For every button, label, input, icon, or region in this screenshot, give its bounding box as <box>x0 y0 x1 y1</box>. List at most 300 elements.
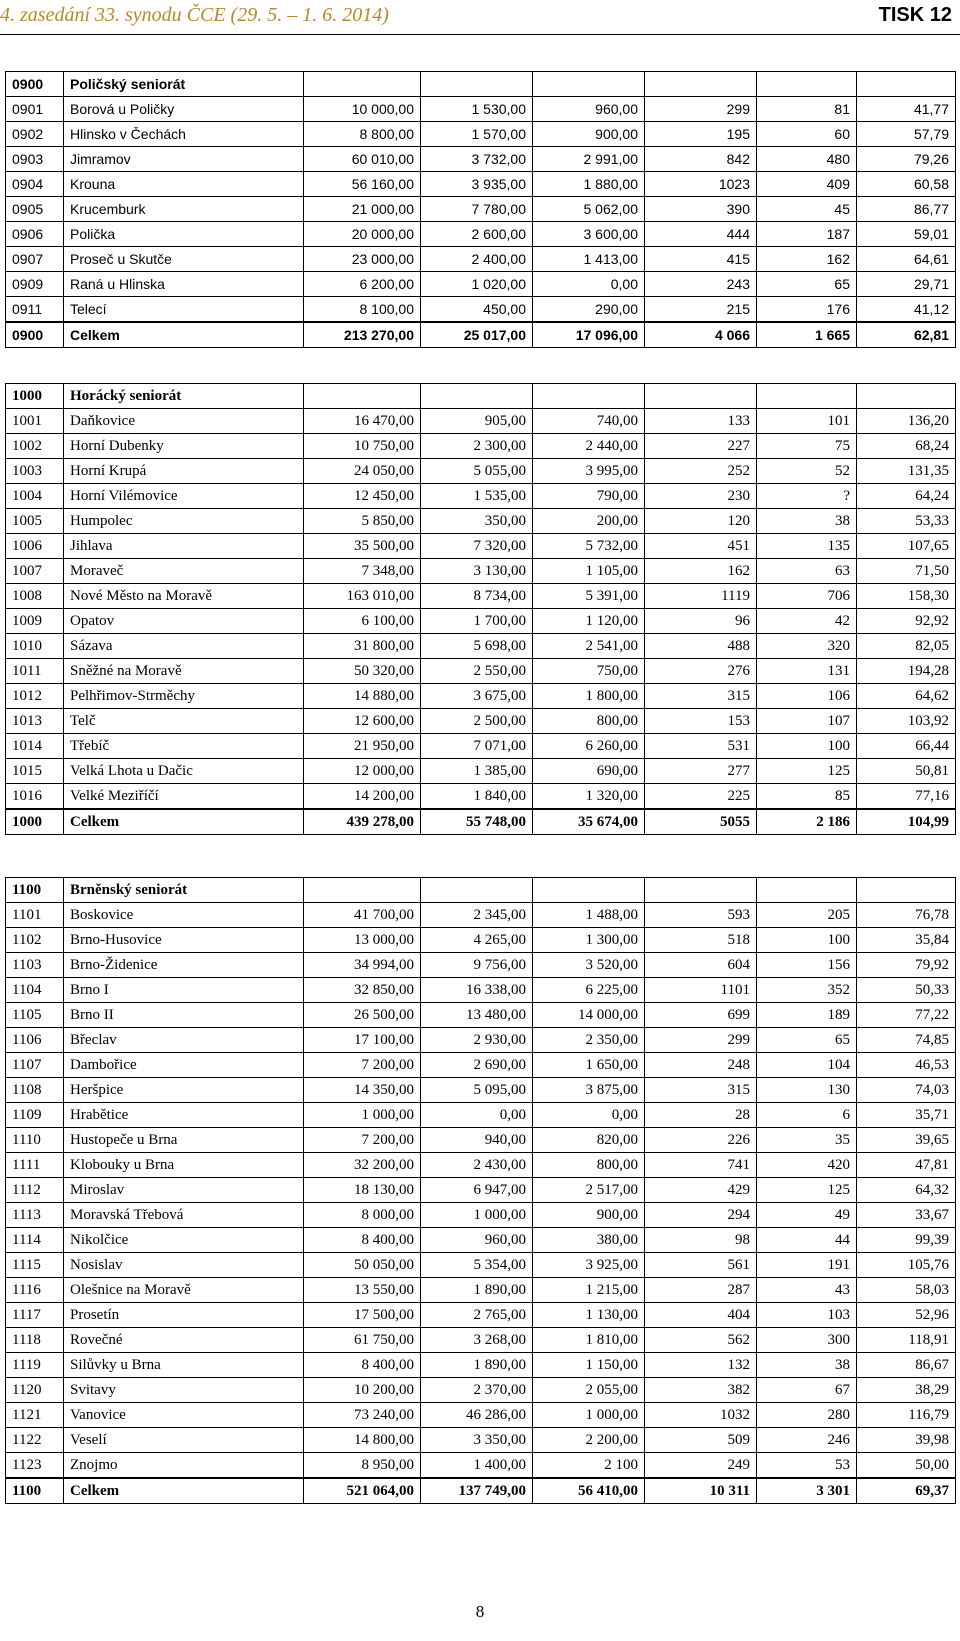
table-row <box>6 1228 956 1253</box>
value-col-6: 64,24 <box>857 484 956 509</box>
table-row <box>6 272 956 297</box>
value-col-5: 101 <box>757 409 857 434</box>
value-col-6: 118,91 <box>857 1328 956 1353</box>
parish-code: 1012 <box>6 684 64 709</box>
parish-code: 1116 <box>6 1278 64 1303</box>
table-row <box>6 953 956 978</box>
value-col-6: 50,81 <box>857 759 956 784</box>
value-col-5: 65 <box>757 1028 857 1053</box>
value-col-3: 1 800,00 <box>533 684 645 709</box>
value-col-6: 39,65 <box>857 1128 956 1153</box>
value-col-6: 38,29 <box>857 1378 956 1403</box>
parish-code: 0903 <box>6 147 64 172</box>
parish-name: Břeclav <box>64 1028 304 1053</box>
value-col-2: 940,00 <box>421 1128 533 1153</box>
value-col-3: 1 130,00 <box>533 1303 645 1328</box>
value-col-2: 2 400,00 <box>421 247 533 272</box>
parish-code: 0905 <box>6 197 64 222</box>
value-col-2: 3 675,00 <box>421 684 533 709</box>
value-col-2: 5 698,00 <box>421 634 533 659</box>
value-col-3: 3 995,00 <box>533 459 645 484</box>
total-parish-name: Celkem <box>64 809 304 835</box>
total-parish-name: Celkem <box>64 322 304 348</box>
table-row <box>6 1453 956 1479</box>
value-col-5: 104 <box>757 1053 857 1078</box>
value-col-4: 444 <box>645 222 757 247</box>
value-col-6: 41,12 <box>857 297 956 323</box>
parish-name: Brno II <box>64 1003 304 1028</box>
value-col-4: 315 <box>645 1078 757 1103</box>
total-parish-code: 1000 <box>6 809 64 835</box>
total-value-col-3: 35 674,00 <box>533 809 645 835</box>
value-col-5: 45 <box>757 197 857 222</box>
value-col-5: 125 <box>757 1178 857 1203</box>
parish-code: 1121 <box>6 1403 64 1428</box>
table-row <box>6 97 956 122</box>
parish-code: 0901 <box>6 97 64 122</box>
parish-code: 1118 <box>6 1328 64 1353</box>
table-row <box>6 197 956 222</box>
value-col-4: 382 <box>645 1378 757 1403</box>
value-col-5: 176 <box>757 297 857 323</box>
total-value-col-4: 10 311 <box>645 1478 757 1504</box>
value-col-2: 1 385,00 <box>421 759 533 784</box>
parish-name: Telecí <box>64 297 304 323</box>
value-col-4: 98 <box>645 1228 757 1253</box>
empty-cell <box>857 72 956 97</box>
parish-name: Humpolec <box>64 509 304 534</box>
value-col-3: 0,00 <box>533 272 645 297</box>
value-col-6: 46,53 <box>857 1053 956 1078</box>
value-col-2: 2 430,00 <box>421 1153 533 1178</box>
parish-code: 1002 <box>6 434 64 459</box>
value-col-1: 12 450,00 <box>304 484 421 509</box>
parish-name: Silůvky u Brna <box>64 1353 304 1378</box>
value-col-1: 73 240,00 <box>304 1403 421 1428</box>
empty-cell <box>421 384 533 409</box>
parish-code: 1107 <box>6 1053 64 1078</box>
value-col-6: 86,77 <box>857 197 956 222</box>
value-col-5: 352 <box>757 978 857 1003</box>
value-col-3: 2 517,00 <box>533 1178 645 1203</box>
value-col-1: 8 000,00 <box>304 1203 421 1228</box>
value-col-1: 35 500,00 <box>304 534 421 559</box>
value-col-3: 2 440,00 <box>533 434 645 459</box>
parish-code: 1115 <box>6 1253 64 1278</box>
value-col-3: 1 120,00 <box>533 609 645 634</box>
value-col-6: 39,98 <box>857 1428 956 1453</box>
total-value-col-6: 62,81 <box>857 322 956 348</box>
empty-cell <box>304 384 421 409</box>
value-col-1: 7 200,00 <box>304 1053 421 1078</box>
value-col-6: 74,85 <box>857 1028 956 1053</box>
value-col-5: 162 <box>757 247 857 272</box>
value-col-6: 77,22 <box>857 1003 956 1028</box>
value-col-1: 32 200,00 <box>304 1153 421 1178</box>
value-col-1: 14 880,00 <box>304 684 421 709</box>
value-col-6: 64,32 <box>857 1178 956 1203</box>
value-col-2: 2 300,00 <box>421 434 533 459</box>
table-row <box>6 634 956 659</box>
table-row <box>6 1178 956 1203</box>
value-col-6: 82,05 <box>857 634 956 659</box>
value-col-5: 135 <box>757 534 857 559</box>
value-col-1: 5 850,00 <box>304 509 421 534</box>
value-col-5: 420 <box>757 1153 857 1178</box>
table-row <box>6 509 956 534</box>
table-brnensky-seniorat <box>5 877 956 1504</box>
value-col-4: 294 <box>645 1203 757 1228</box>
value-col-1: 7 348,00 <box>304 559 421 584</box>
parish-name: Velká Lhota u Dačic <box>64 759 304 784</box>
value-col-5: 43 <box>757 1278 857 1303</box>
value-col-5: 35 <box>757 1128 857 1153</box>
value-col-3: 1 150,00 <box>533 1353 645 1378</box>
value-col-5: 480 <box>757 147 857 172</box>
total-value-col-3: 17 096,00 <box>533 322 645 348</box>
parish-code: 0907 <box>6 247 64 272</box>
table-row <box>6 1428 956 1453</box>
parish-name: Olešnice na Moravě <box>64 1278 304 1303</box>
value-col-6: 64,62 <box>857 684 956 709</box>
value-col-4: 225 <box>645 784 757 810</box>
parish-code: 1014 <box>6 734 64 759</box>
section-code: 1000 <box>6 384 64 409</box>
value-col-6: 47,81 <box>857 1153 956 1178</box>
value-col-6: 131,35 <box>857 459 956 484</box>
value-col-2: 905,00 <box>421 409 533 434</box>
value-col-2: 1 400,00 <box>421 1453 533 1479</box>
table-row <box>6 434 956 459</box>
parish-code: 1005 <box>6 509 64 534</box>
table-row <box>6 1153 956 1178</box>
value-col-5: 205 <box>757 903 857 928</box>
section-header-row <box>6 384 956 409</box>
value-col-5: 81 <box>757 97 857 122</box>
value-col-1: 20 000,00 <box>304 222 421 247</box>
value-col-3: 790,00 <box>533 484 645 509</box>
value-col-1: 50 050,00 <box>304 1253 421 1278</box>
parish-name: Borová u Poličky <box>64 97 304 122</box>
value-col-2: 0,00 <box>421 1103 533 1128</box>
value-col-1: 18 130,00 <box>304 1178 421 1203</box>
value-col-1: 10 750,00 <box>304 434 421 459</box>
table-row <box>6 222 956 247</box>
total-value-col-1: 213 270,00 <box>304 322 421 348</box>
value-col-2: 1 840,00 <box>421 784 533 810</box>
total-value-col-5: 2 186 <box>757 809 857 835</box>
value-col-6: 50,00 <box>857 1453 956 1479</box>
section-header-row <box>6 72 956 97</box>
value-col-1: 21 000,00 <box>304 197 421 222</box>
total-value-col-1: 521 064,00 <box>304 1478 421 1504</box>
header-divider <box>0 34 960 35</box>
table-row <box>6 928 956 953</box>
value-col-3: 900,00 <box>533 1203 645 1228</box>
table-row <box>6 247 956 272</box>
value-col-2: 1 700,00 <box>421 609 533 634</box>
parish-name: Proseč u Skutče <box>64 247 304 272</box>
value-col-5: 42 <box>757 609 857 634</box>
value-col-5: 52 <box>757 459 857 484</box>
value-col-3: 200,00 <box>533 509 645 534</box>
parish-code: 1009 <box>6 609 64 634</box>
value-col-5: 67 <box>757 1378 857 1403</box>
value-col-1: 8 100,00 <box>304 297 421 323</box>
value-col-1: 10 000,00 <box>304 97 421 122</box>
value-col-5: 280 <box>757 1403 857 1428</box>
parish-name: Moraveč <box>64 559 304 584</box>
value-col-4: 195 <box>645 122 757 147</box>
parish-name: Veselí <box>64 1428 304 1453</box>
value-col-4: 1032 <box>645 1403 757 1428</box>
value-col-4: 451 <box>645 534 757 559</box>
parish-name: Hrabětice <box>64 1103 304 1128</box>
table-row <box>6 1353 956 1378</box>
value-col-3: 2 350,00 <box>533 1028 645 1053</box>
empty-cell <box>757 72 857 97</box>
value-col-5: 706 <box>757 584 857 609</box>
value-col-4: 287 <box>645 1278 757 1303</box>
table-row <box>6 459 956 484</box>
value-col-4: 404 <box>645 1303 757 1328</box>
total-value-col-2: 137 749,00 <box>421 1478 533 1504</box>
parish-code: 0909 <box>6 272 64 297</box>
value-col-5: 409 <box>757 172 857 197</box>
parish-name: Horní Vilémovice <box>64 484 304 509</box>
value-col-5: 106 <box>757 684 857 709</box>
total-value-col-2: 55 748,00 <box>421 809 533 835</box>
value-col-5: 6 <box>757 1103 857 1128</box>
value-col-6: 99,39 <box>857 1228 956 1253</box>
parish-name: Raná u Hlinska <box>64 272 304 297</box>
value-col-5: 85 <box>757 784 857 810</box>
value-col-3: 6 260,00 <box>533 734 645 759</box>
value-col-6: 136,20 <box>857 409 956 434</box>
value-col-4: 215 <box>645 297 757 323</box>
value-col-4: 518 <box>645 928 757 953</box>
parish-name: Klobouky u Brna <box>64 1153 304 1178</box>
value-col-6: 194,28 <box>857 659 956 684</box>
parish-code: 1103 <box>6 953 64 978</box>
total-parish-code: 0900 <box>6 322 64 348</box>
value-col-4: 488 <box>645 634 757 659</box>
table-row <box>6 709 956 734</box>
value-col-5: 38 <box>757 1353 857 1378</box>
value-col-2: 13 480,00 <box>421 1003 533 1028</box>
value-col-6: 50,33 <box>857 978 956 1003</box>
empty-cell <box>533 72 645 97</box>
value-col-6: 116,79 <box>857 1403 956 1428</box>
value-col-3: 1 105,00 <box>533 559 645 584</box>
value-col-1: 13 000,00 <box>304 928 421 953</box>
value-col-6: 92,92 <box>857 609 956 634</box>
table-row <box>6 684 956 709</box>
value-col-3: 2 200,00 <box>533 1428 645 1453</box>
value-col-4: 699 <box>645 1003 757 1028</box>
parish-name: Nové Město na Moravě <box>64 584 304 609</box>
section-title: Poličský seniorát <box>64 72 304 97</box>
value-col-6: 86,67 <box>857 1353 956 1378</box>
value-col-3: 690,00 <box>533 759 645 784</box>
value-col-4: 252 <box>645 459 757 484</box>
value-col-4: 243 <box>645 272 757 297</box>
value-col-5: 60 <box>757 122 857 147</box>
parish-name: Horní Krupá <box>64 459 304 484</box>
print-number: TISK 12 <box>878 4 952 26</box>
value-col-4: 390 <box>645 197 757 222</box>
value-col-4: 226 <box>645 1128 757 1153</box>
table-row <box>6 903 956 928</box>
value-col-4: 227 <box>645 434 757 459</box>
parish-name: Pelhřimov-Strměchy <box>64 684 304 709</box>
value-col-1: 60 010,00 <box>304 147 421 172</box>
synod-session-title: 4. zasedání 33. synodu ČCE (29. 5. – 1. 6. 2014) <box>0 4 389 26</box>
value-col-2: 2 550,00 <box>421 659 533 684</box>
table-row <box>6 1278 956 1303</box>
parish-name: Brno I <box>64 978 304 1003</box>
value-col-1: 17 100,00 <box>304 1028 421 1053</box>
empty-cell <box>533 878 645 903</box>
value-col-5: 107 <box>757 709 857 734</box>
table-row <box>6 172 956 197</box>
value-col-5: 189 <box>757 1003 857 1028</box>
parish-code: 1105 <box>6 1003 64 1028</box>
table-row <box>6 1378 956 1403</box>
value-col-5: 156 <box>757 953 857 978</box>
parish-code: 1001 <box>6 409 64 434</box>
parish-code: 1110 <box>6 1128 64 1153</box>
value-col-5: 65 <box>757 272 857 297</box>
table-policsky-seniorat <box>5 71 956 348</box>
value-col-4: 299 <box>645 97 757 122</box>
value-col-6: 158,30 <box>857 584 956 609</box>
parish-name: Hustopeče u Brna <box>64 1128 304 1153</box>
value-col-4: 562 <box>645 1328 757 1353</box>
parish-code: 1111 <box>6 1153 64 1178</box>
value-col-3: 960,00 <box>533 97 645 122</box>
total-parish-name: Celkem <box>64 1478 304 1504</box>
value-col-2: 2 600,00 <box>421 222 533 247</box>
empty-cell <box>857 878 956 903</box>
value-col-2: 2 765,00 <box>421 1303 533 1328</box>
table-row <box>6 1328 956 1353</box>
value-col-4: 842 <box>645 147 757 172</box>
value-col-3: 0,00 <box>533 1103 645 1128</box>
total-row <box>6 1478 956 1504</box>
value-col-6: 79,92 <box>857 953 956 978</box>
empty-cell <box>533 384 645 409</box>
value-col-1: 1 000,00 <box>304 1103 421 1128</box>
value-col-6: 76,78 <box>857 903 956 928</box>
value-col-6: 29,71 <box>857 272 956 297</box>
parish-code: 1117 <box>6 1303 64 1328</box>
parish-code: 0902 <box>6 122 64 147</box>
value-col-3: 2 100 <box>533 1453 645 1479</box>
empty-cell <box>645 878 757 903</box>
value-col-1: 163 010,00 <box>304 584 421 609</box>
value-col-1: 8 800,00 <box>304 122 421 147</box>
value-col-3: 5 391,00 <box>533 584 645 609</box>
value-col-1: 14 800,00 <box>304 1428 421 1453</box>
table-row <box>6 559 956 584</box>
value-col-4: 299 <box>645 1028 757 1053</box>
value-col-3: 14 000,00 <box>533 1003 645 1028</box>
value-col-3: 1 810,00 <box>533 1328 645 1353</box>
parish-code: 1113 <box>6 1203 64 1228</box>
value-col-6: 53,33 <box>857 509 956 534</box>
parish-code: 1104 <box>6 978 64 1003</box>
value-col-2: 1 570,00 <box>421 122 533 147</box>
section-header-row <box>6 878 956 903</box>
total-value-col-5: 1 665 <box>757 322 857 348</box>
value-col-5: 63 <box>757 559 857 584</box>
value-col-3: 2 991,00 <box>533 147 645 172</box>
value-col-3: 800,00 <box>533 709 645 734</box>
parish-name: Krouna <box>64 172 304 197</box>
value-col-2: 2 345,00 <box>421 903 533 928</box>
parish-name: Daňkovice <box>64 409 304 434</box>
parish-code: 1122 <box>6 1428 64 1453</box>
value-col-4: 248 <box>645 1053 757 1078</box>
value-col-4: 1023 <box>645 172 757 197</box>
value-col-5: 125 <box>757 759 857 784</box>
value-col-2: 960,00 <box>421 1228 533 1253</box>
value-col-1: 16 470,00 <box>304 409 421 434</box>
parish-code: 0911 <box>6 297 64 323</box>
value-col-2: 5 095,00 <box>421 1078 533 1103</box>
value-col-3: 1 413,00 <box>533 247 645 272</box>
table-row <box>6 784 956 810</box>
page-number: 8 <box>475 1602 485 1621</box>
page-header <box>0 0 960 34</box>
value-col-5: 38 <box>757 509 857 534</box>
value-col-2: 450,00 <box>421 297 533 323</box>
value-col-6: 71,50 <box>857 559 956 584</box>
value-col-1: 26 500,00 <box>304 1003 421 1028</box>
total-row <box>6 809 956 835</box>
value-col-4: 1101 <box>645 978 757 1003</box>
table-row <box>6 1253 956 1278</box>
value-col-2: 1 890,00 <box>421 1353 533 1378</box>
value-col-6: 35,71 <box>857 1103 956 1128</box>
empty-cell <box>757 384 857 409</box>
value-col-5: 300 <box>757 1328 857 1353</box>
parish-name: Prosetín <box>64 1303 304 1328</box>
parish-name: Dambořice <box>64 1053 304 1078</box>
value-col-3: 1 300,00 <box>533 928 645 953</box>
value-col-1: 7 200,00 <box>304 1128 421 1153</box>
parish-code: 1109 <box>6 1103 64 1128</box>
table-row <box>6 534 956 559</box>
value-col-1: 41 700,00 <box>304 903 421 928</box>
value-col-4: 230 <box>645 484 757 509</box>
value-col-4: 249 <box>645 1453 757 1479</box>
parish-name: Třebíč <box>64 734 304 759</box>
total-value-col-6: 69,37 <box>857 1478 956 1504</box>
table-row <box>6 409 956 434</box>
value-col-2: 2 500,00 <box>421 709 533 734</box>
table-row <box>6 1078 956 1103</box>
value-col-6: 107,65 <box>857 534 956 559</box>
value-col-2: 3 350,00 <box>421 1428 533 1453</box>
empty-cell <box>421 72 533 97</box>
value-col-3: 1 000,00 <box>533 1403 645 1428</box>
table-row <box>6 584 956 609</box>
table-horacky-seniorat <box>5 383 956 835</box>
value-col-3: 6 225,00 <box>533 978 645 1003</box>
empty-cell <box>645 72 757 97</box>
